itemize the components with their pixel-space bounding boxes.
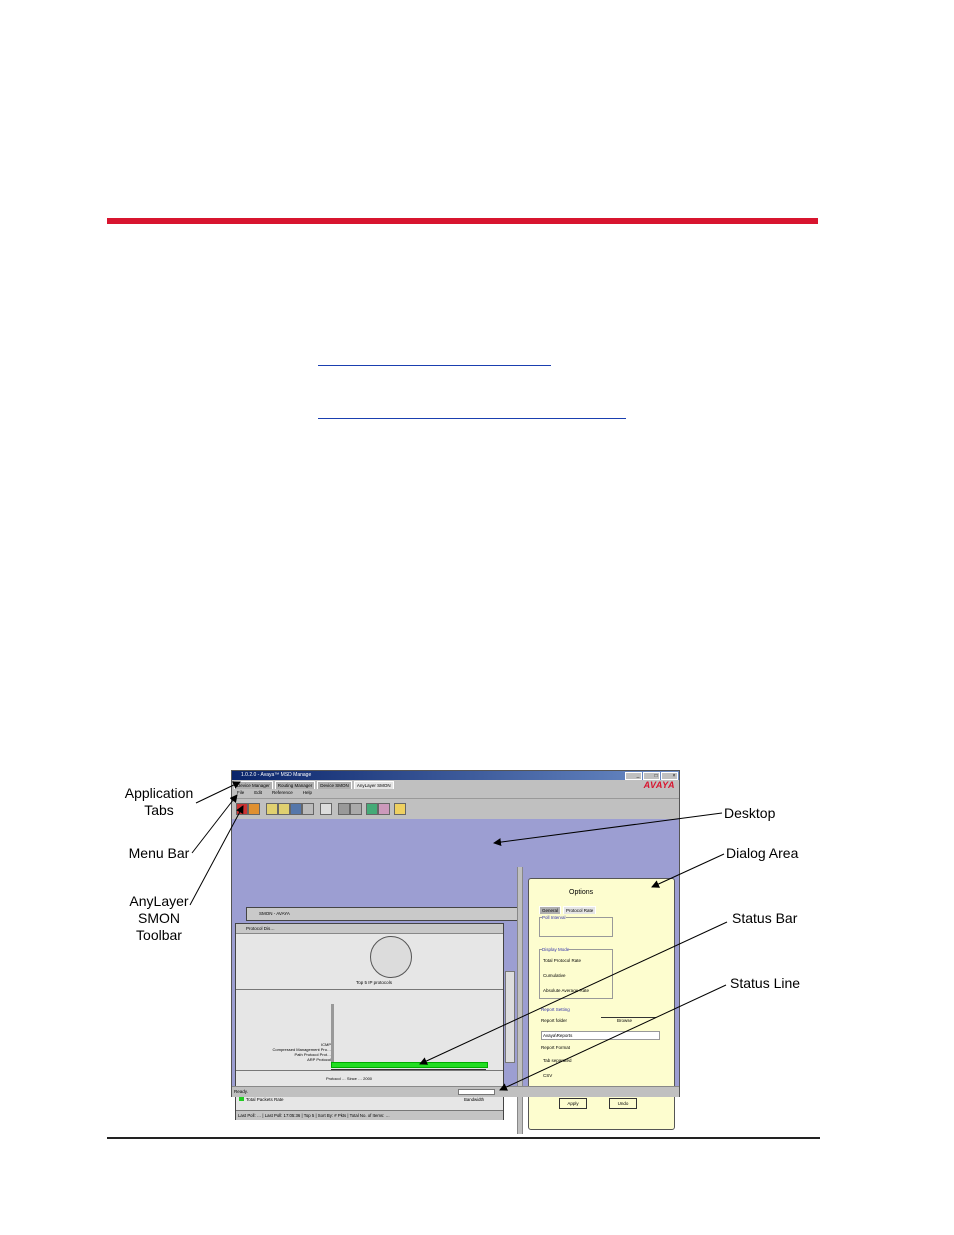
menu-edit[interactable]: Edit: [254, 790, 263, 795]
format-option[interactable]: CSV: [543, 1073, 553, 1078]
dialog-tab-protocol-rate[interactable]: Protocol Rate: [563, 906, 596, 914]
apply-button[interactable]: Apply: [559, 1098, 587, 1109]
callout-dialog-area: Dialog Area: [726, 845, 799, 861]
status-cell: Sort By: # Pkts: [317, 1113, 347, 1118]
undo-button[interactable]: Undo: [609, 1098, 637, 1109]
arrow-desktop: [494, 813, 722, 843]
radio-bandwidth[interactable]: Bandwidth: [464, 1097, 485, 1102]
display-option[interactable]: Cumulative: [543, 973, 566, 978]
pie-label: Top 5 IP protocols: [356, 980, 392, 985]
format-option[interactable]: Tab separated: [543, 1058, 572, 1063]
tab-device-manager[interactable]: Device Manager: [234, 781, 273, 789]
status-cell: Total No. of Items: …: [349, 1113, 390, 1118]
arrow-status-line: [500, 985, 726, 1090]
report-group-label: Report Setting: [541, 1007, 570, 1012]
report-path-field[interactable]: Avaya\Reports: [541, 1031, 660, 1040]
status-cell: Last Poll: …: [238, 1113, 262, 1118]
sub-window-title: SMON - AVAYA: [259, 911, 290, 916]
browse-button[interactable]: Browse: [617, 1018, 633, 1023]
report-folder-label: Report folder: [541, 1018, 568, 1023]
callout-desktop: Desktop: [724, 805, 776, 821]
report-format-label: Report Format: [541, 1045, 571, 1050]
menu-file[interactable]: File: [237, 790, 245, 795]
chart-label: ICMP: [321, 1042, 331, 1047]
arrow-status-bar: [420, 922, 727, 1064]
callout-status-bar: Status Bar: [732, 910, 798, 926]
dialog-title: Options: [569, 889, 594, 896]
chart-subtitle: Protocol … Since … 2000: [326, 1076, 373, 1081]
avaya-logo: AVAYA: [643, 780, 675, 790]
chart-label: ARP Protocol: [307, 1057, 331, 1062]
chart-label: Path Protocol Prot…: [294, 1052, 331, 1057]
callout-application-tabs: Application Tabs: [124, 785, 194, 818]
callout-toolbar: AnyLayer SMON Toolbar: [129, 893, 189, 943]
footer-rule: [107, 1137, 820, 1139]
arrow-dialog-area: [652, 854, 724, 887]
display-option[interactable]: Total Protocol Rate: [543, 958, 582, 963]
chart-label: Compressed Management Pro…: [272, 1047, 331, 1052]
status-bar: Last Poll: … | Last Poll: 17:05:36 | Top 5 | Sort By: # Pkts | Total No. of Items: …: [236, 1110, 503, 1120]
minimize-icon[interactable]: _: [625, 772, 642, 780]
maximize-icon[interactable]: □: [643, 772, 660, 780]
protocol-window-title: Protocol Dis…: [246, 926, 275, 931]
tab-routing-manager[interactable]: Routing Manager: [275, 781, 316, 789]
tab-anylayer-smon[interactable]: AnyLayer SMON: [354, 781, 394, 789]
menu-help[interactable]: Help: [302, 790, 313, 795]
status-cell: Top 5: [303, 1113, 315, 1118]
dialog-tab-general[interactable]: General: [539, 906, 561, 914]
poll-group-label: Poll Interval: [542, 915, 566, 920]
callout-menu-bar: Menu Bar: [128, 845, 190, 861]
callout-status-line: Status Line: [730, 975, 801, 991]
menu-reference[interactable]: Reference: [272, 790, 293, 795]
window-title: 1.0.2.0 - Avaya™ MSD Manage: [241, 772, 312, 778]
display-group-label: Display Mode: [542, 947, 570, 952]
status-line-text: Ready.: [234, 1089, 248, 1094]
tab-device-smon[interactable]: Device SMON: [317, 781, 352, 789]
status-cell: Last Poll: 17:05:36: [264, 1113, 301, 1118]
arrow-menu-bar: [192, 795, 237, 853]
close-icon[interactable]: ×: [661, 772, 678, 780]
display-option[interactable]: Absolute Average Rate: [543, 988, 589, 993]
legend-label: Total Packets Rate: [246, 1097, 284, 1102]
